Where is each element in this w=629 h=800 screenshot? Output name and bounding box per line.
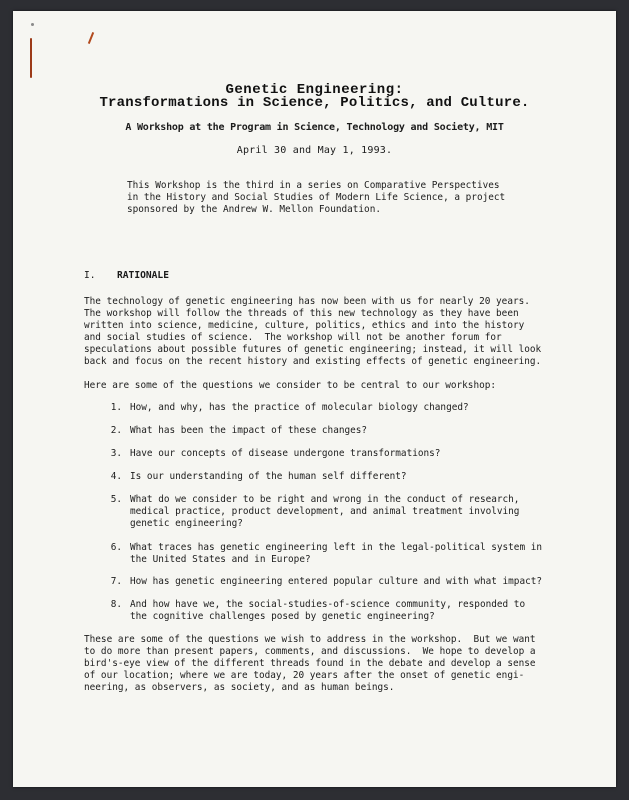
question-number: 5.: [110, 494, 122, 505]
intro-paragraph: This Workshop is the third in a series on Comparative Perspectives in the History and Social Studies of Modern Life Science, a project sponsored by the Andrew W. Mellon Foundation.: [127, 180, 506, 215]
dates: April 30 and May 1, 1993.: [236, 145, 393, 156]
question-text: What has been the impact of these changes?: [130, 425, 368, 436]
subtitle: A Workshop at the Program in Science, Technology and Society, MIT: [125, 122, 504, 133]
questions-intro: Here are some of the questions we consider to be central to our workshop:: [84, 380, 497, 391]
question-number: 8.: [110, 599, 122, 610]
title-line-2: Transformations in Science, Politics, and Culture.: [99, 95, 530, 111]
question-number: 1.: [110, 402, 122, 413]
question-text: How, and why, has the practice of molecular biology changed?: [130, 402, 469, 413]
rationale-paragraph: The technology of genetic engineering has now been with us for nearly 20 years. The workshop will follow the threads of this new technology as they have been written into science, medicine, culture, politics, ethics and into the history and social studies of science. The workshop will not be another forum for speculations about possible futures of genetic engineering; instead, it will look back and focus on the recent history and existing effects of genetic engineering.: [84, 296, 542, 367]
question-number: 7.: [110, 576, 122, 587]
question-text: What traces has genetic engineering left in the legal-political system in the United States and in Europe?: [130, 542, 543, 565]
title-line-1: Genetic Engineering:: [225, 82, 404, 98]
question-text: And how have we, the social-studies-of-science community, responded to the cognitive challenges posed by genetic engineering?: [130, 599, 526, 622]
question-text: Have our concepts of disease undergone transformations?: [130, 448, 441, 459]
question-text: What do we consider to be right and wrong in the conduct of research, medical practice, product development, and animal treatment involving genetic engineering?: [130, 494, 520, 529]
staple-mark: [30, 38, 32, 78]
question-text: How has genetic engineering entered popular culture and with what impact?: [130, 576, 543, 587]
pencil-mark: [31, 23, 34, 26]
question-number: 6.: [110, 542, 122, 553]
section-heading: RATIONALE: [117, 270, 169, 281]
section-number: I.: [84, 270, 96, 281]
question-number: 4.: [110, 471, 122, 482]
question-number: 3.: [110, 448, 122, 459]
question-number: 2.: [110, 425, 122, 436]
question-text: Is our understanding of the human self different?: [130, 471, 407, 482]
closing-paragraph: These are some of the questions we wish to address in the workshop. But we want to do more than present papers, comments, and discussions. We hope to develop a bird's-eye view of the different threads found in the debate and develop a sense of our location; where we are today, 20 years after the onset of genetic engi- neering, as observers, as society, and as human beings.: [84, 634, 536, 693]
